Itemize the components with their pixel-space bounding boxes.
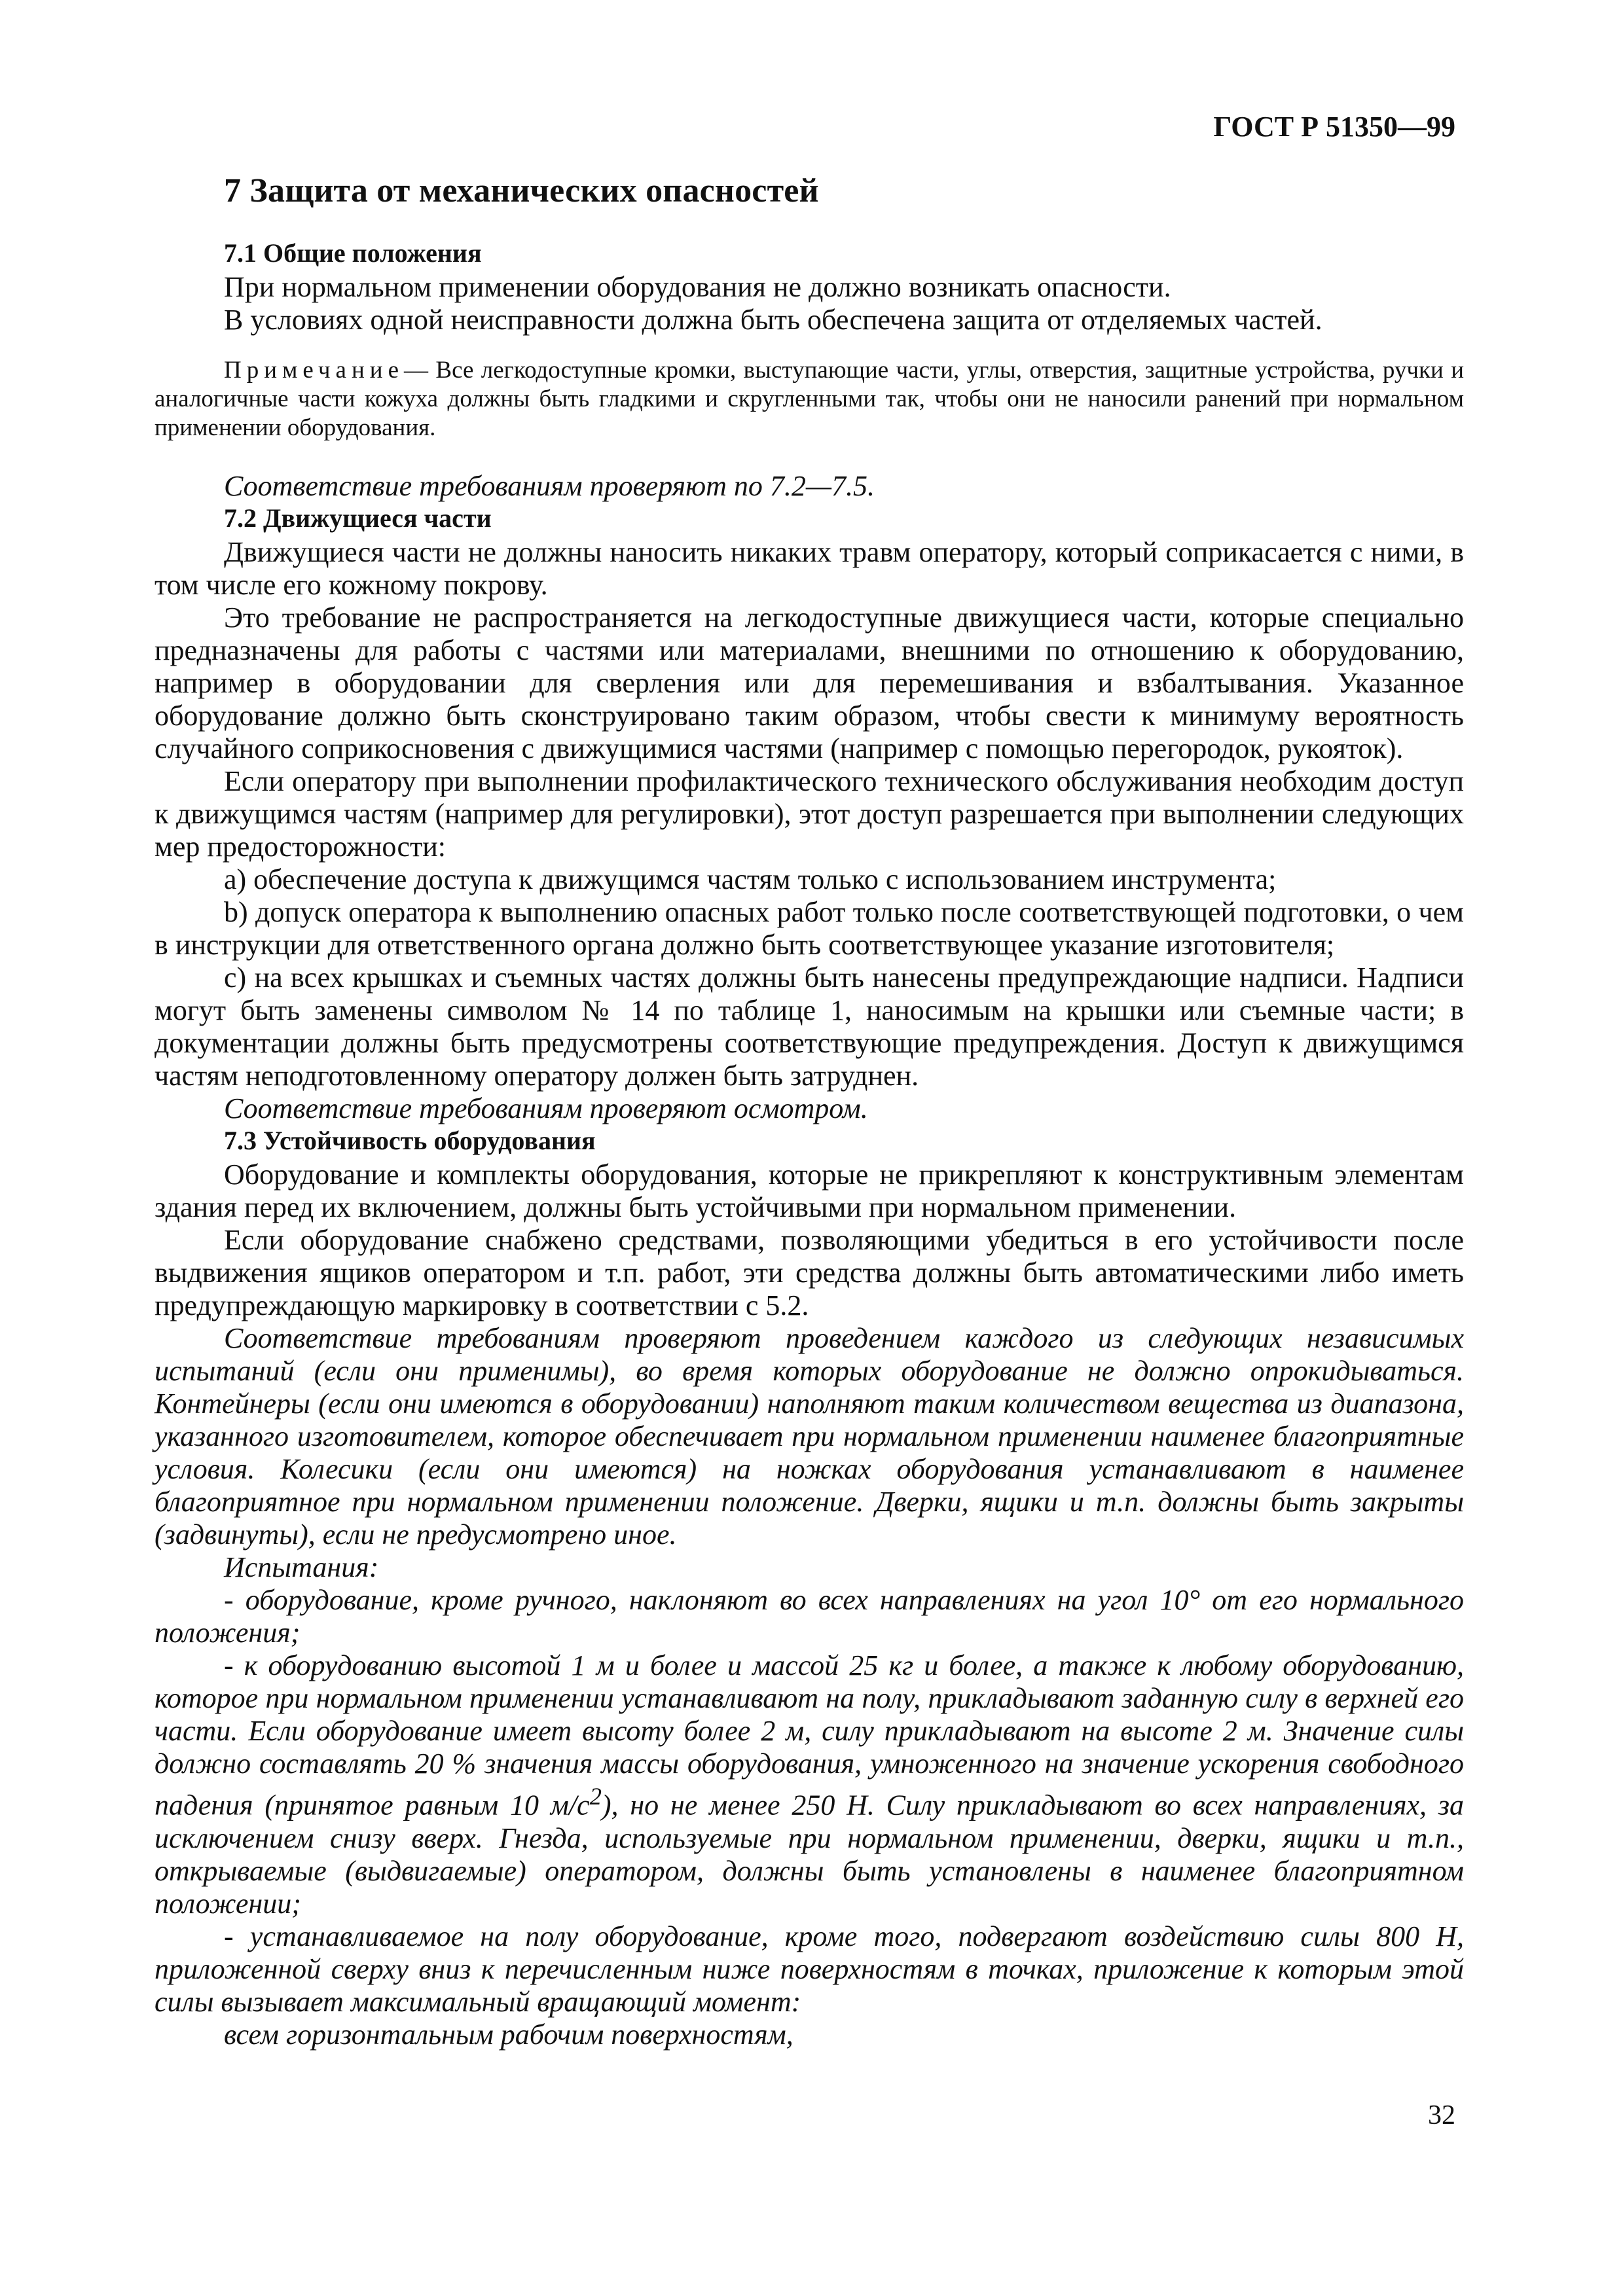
test-procedure: Соответствие требованиям проверяют проведением каждого из следующих независимых испытаний (если они применимы), во время которых оборудование не должно опрокидываться. Контейнеры (если они имеются в оборудовании) наполняют таким количеством вещества из диапазона, указанного изготовителем, которое обеспечивает при нормальном применении наименее благоприятные условия. Колесики (если они имеются) на ножках оборудования устанавливают в наименее благоприятное при нормальном применении положение. Дверки, ящики и т.п. должны быть закрыты (задвинуты), если не предусмотрено иное. — [155, 1322, 1464, 1551]
note-label: Примечание — [224, 357, 404, 384]
paragraph: В условиях одной неисправности должна быть обеспечена защита от отделяемых частей. — [224, 304, 1322, 336]
paragraph: Это требование не распространяется на легкодоступные движущиеся части, которые специально предназначены для работы с частями или материалами, внешними по отношению к оборудованию, например в оборудовании для сверления или для перемешивания и взбалтывания. Указанное оборудование должно быть сконструировано таким образом, чтобы свести к минимуму вероятность случайного соприкосновения с движущимися частями (например с помощью перегородок, рукояток). — [155, 601, 1464, 764]
section-title: 7 Защита от механических опасностей — [224, 172, 819, 209]
page-number: 32 — [1428, 2100, 1455, 2130]
compliance-statement: Соответствие требованиям проверяют по 7.2—7.5. — [224, 470, 875, 502]
test-item — [155, 1649, 1464, 1920]
test-item-text: ), но не менее 250 Н. Силу прикладывают во всех направлениях, за исключением снизу вверх. Гнезда, используемые при нормальном применении, дверки, ящики и т.п., открываемые (выдвигаемые) оператором, должны быть установлены в наименее благоприятном положении; — [155, 1789, 1464, 1920]
test-item: - устанавливаемое на полу оборудование, кроме того, подвергают воздействию силы 800 Н, приложенной сверху вниз к перечисленным ниже поверхностям в точках, приложение к которым этой силы вызывает максимальный вращающий момент: — [155, 1920, 1464, 2018]
subsection-heading-7-1: 7.1 Общие положения — [224, 238, 482, 268]
list-item-c: c) на всех крышках и съемных частях должны быть нанесены предупреждающие надписи. Надписи могут быть заменены символом № 14 по таблице 1, наносимым на крышки или съемные части; в документации должны быть предусмотрены соответствующие предупреждения. Доступ к движущимся частям неподготовленному оператору должен быть затруднен. — [155, 961, 1464, 1092]
note-text: — Все легкодоступные кромки, выступающие части, углы, отверстия, защитные устройства, ручки и аналогичные части кожуха должны быть гладкими и скругленными так, чтобы они не наносили ранений при нормальном применении оборудования. — [155, 357, 1464, 441]
test-item-text: - к оборудованию высотой 1 м и более и массой 25 кг и более, а также к любому оборудованию, которое при нормальном применении устанавливают на полу, прикладывают заданную силу в верхней его части. Если оборудование имеет высоту более 2 м, силу прикладывают на высоте 2 м. Значение силы должно составлять 20 % значения массы оборудования, умноженного на значение ускорения свободного падения (принятое равным 10 м/с — [155, 1649, 1464, 1821]
tests-label: Испытания: — [224, 1551, 379, 1583]
list-item-b: b) допуск оператора к выполнению опасных работ только после соответствующей подготовки, о чем в инструкции для ответственного органа должно быть соответствующее указание изготовителя; — [155, 896, 1464, 961]
paragraph: Если оборудование снабжено средствами, позволяющими убедиться в его устойчивости после выдвижения ящиков оператором и т.п. работ, эти средства должны быть автоматическими либо иметь предупреждающую маркировку в соответствии с 5.2. — [155, 1224, 1464, 1321]
paragraph: Если оператору при выполнении профилактического технического обслуживания необходим доступ к движущимся частям (например для регулировки), этот доступ разрешается при выполнении следующих мер предосторожности: — [155, 765, 1464, 863]
test-item: всем горизонтальным рабочим поверхностям, — [224, 2018, 793, 2051]
test-item: - оборудование, кроме ручного, наклоняют во всех направлениях на угол 10° от его нормального положения; — [155, 1584, 1464, 1649]
paragraph: Оборудование и комплекты оборудования, которые не прикрепляют к конструктивным элементам здания перед их включением, должны быть устойчивыми при нормальном применении. — [155, 1158, 1464, 1223]
subsection-heading-7-3: 7.3 Устойчивость оборудования — [224, 1126, 596, 1155]
compliance-statement: Соответствие требованиям проверяют осмотром. — [224, 1092, 868, 1124]
paragraph: Движущиеся части не должны наносить никаких травм оператору, который соприкасается с ними, в том числе его кожному покрову. — [155, 536, 1464, 601]
list-item-a: a) обеспечение доступа к движущимся частям только с использованием инструмента; — [224, 863, 1277, 895]
subsection-heading-7-2: 7.2 Движущиеся части — [224, 503, 492, 533]
paragraph: При нормальном применении оборудования не должно возникать опасности. — [224, 271, 1171, 303]
superscript: 2 — [589, 1783, 602, 1810]
page-content — [155, 171, 1464, 2051]
note — [155, 356, 1464, 442]
document-code: ГОСТ Р 51350—99 — [1213, 111, 1455, 143]
